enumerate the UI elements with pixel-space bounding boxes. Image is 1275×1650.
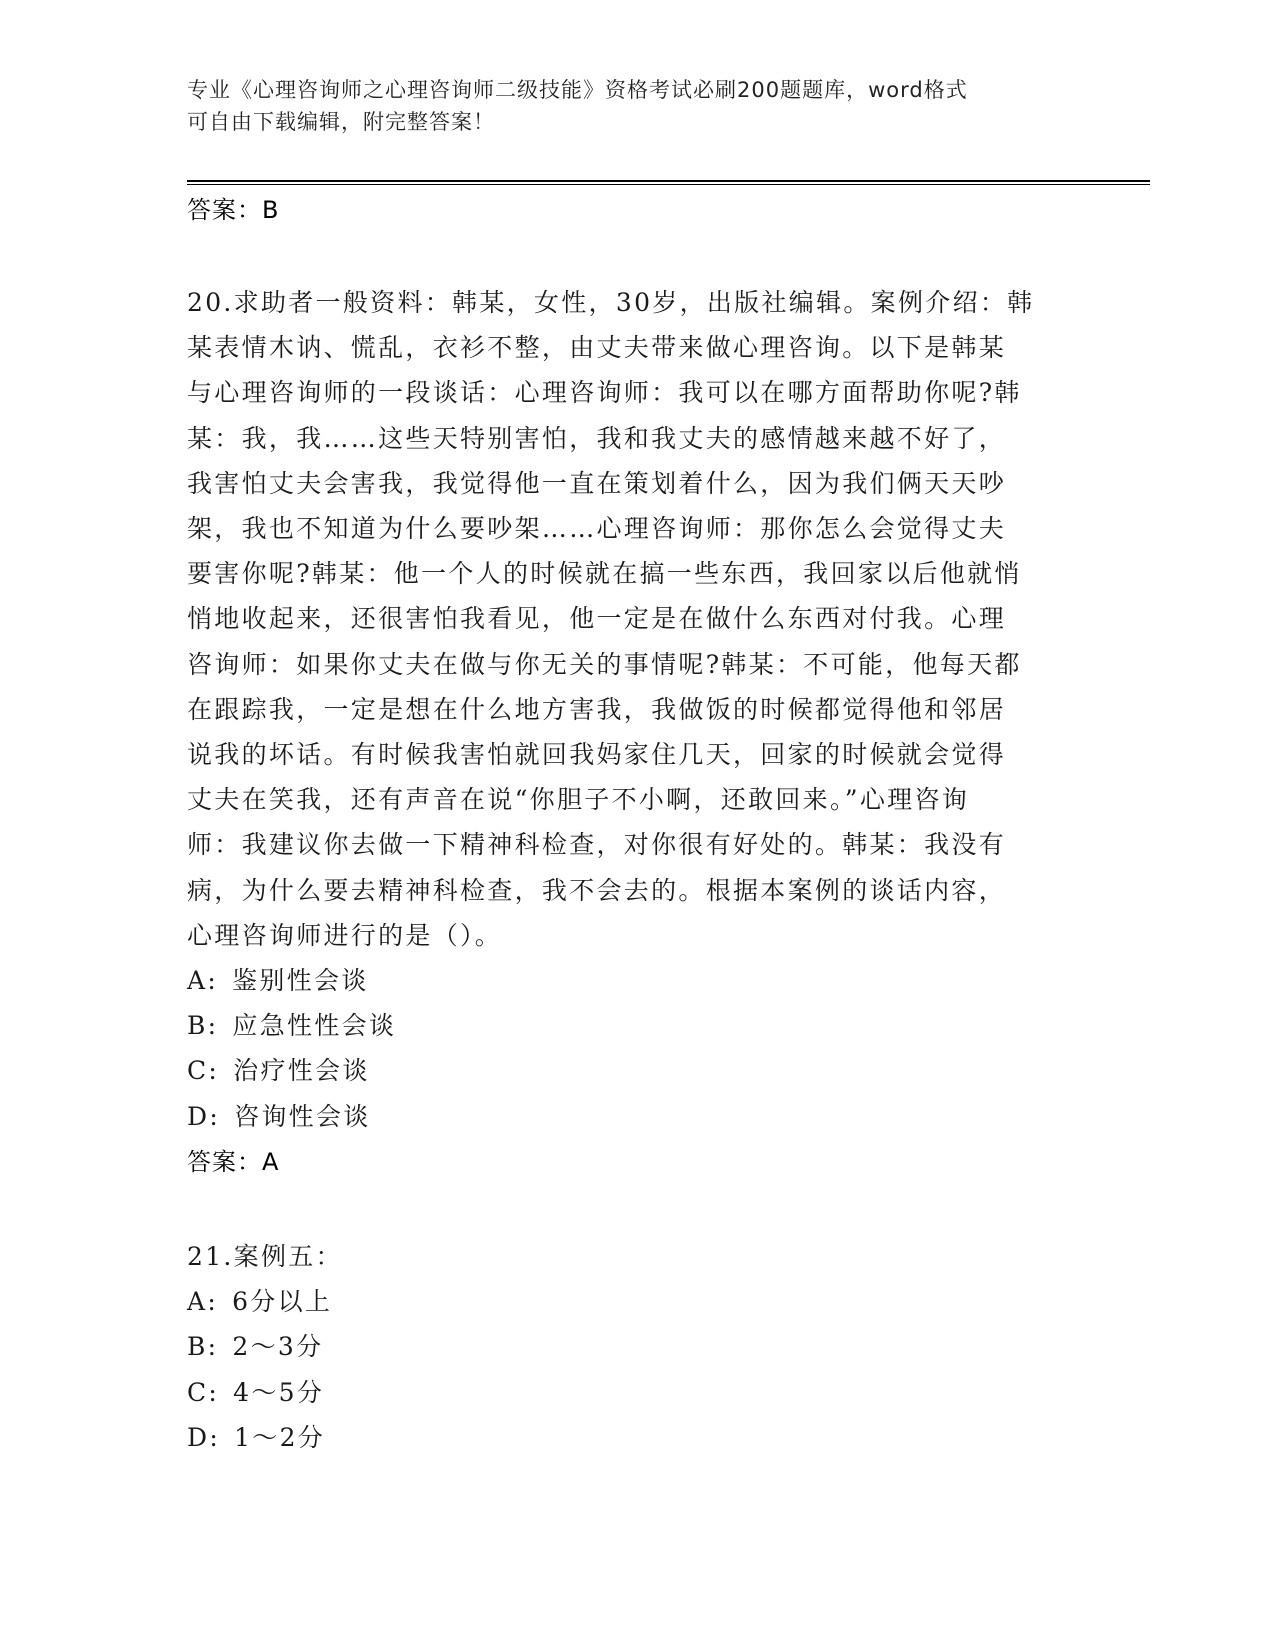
option-text: 2～3分: [232, 1332, 324, 1362]
document-header: [187, 74, 1087, 138]
option-text: 1～2分: [234, 1422, 326, 1452]
question-stem-line: 某表情木讷、慌乱，衣衫不整，由丈夫带来做心理咨询。以下是韩某: [187, 333, 1007, 363]
option-letter: A:: [187, 966, 219, 996]
option-letter: B:: [187, 1011, 219, 1041]
option-a: [187, 958, 1077, 1003]
option-letter: C:: [187, 1377, 220, 1407]
option-b: [187, 1324, 1077, 1369]
question-stem-line: 架，我也不知道为什么要吵架……心理咨询师：那你怎么会觉得丈夫: [187, 514, 1007, 544]
option-letter: B:: [187, 1332, 219, 1362]
question-stem-line: 心理咨询师进行的是（）。: [187, 920, 503, 950]
previous-answer: 答案：B: [187, 196, 280, 224]
question-stem-line: 说我的坏话。有时候我害怕就回我妈家住几天，回家的时候就会觉得: [187, 740, 1007, 770]
question-stem-line: 我害怕丈夫会害我，我觉得他一直在策划着什么，因为我们俩天天吵: [187, 468, 1007, 498]
option-text: 治疗性会谈: [233, 1056, 370, 1086]
header-divider-thick: [187, 180, 1150, 182]
question-stem-line: 师：我建议你去做一下精神科检查，对你很有好处的。韩某：我没有: [187, 830, 1007, 860]
question-stem-line: 病，为什么要去精神科检查，我不会去的。根据本案例的谈话内容，: [187, 875, 1007, 905]
header-line: 专业《心理咨询师之心理咨询师二级技能》资格考试必刷200题题库，word格式: [187, 78, 968, 102]
question-stem-line: 要害你呢?韩某：他一个人的时候就在搞一些东西，我回家以后他就悄: [187, 559, 1022, 589]
header-line: 可自由下载编辑，附完整答案！: [187, 110, 495, 134]
option-letter: D:: [187, 1422, 221, 1452]
question-stem-line: 20.求助者一般资料：韩某，女性，30岁，出版社编辑。案例介绍：韩: [187, 288, 1035, 317]
option-letter: A:: [187, 1287, 219, 1317]
question-stem: 21.案例五：: [187, 1242, 343, 1271]
option-text: 咨询性会谈: [234, 1101, 371, 1131]
question-stem-line: 悄地收起来，还很害怕我看见，他一定是在做什么东西对付我。心理: [187, 604, 1007, 634]
option-letter: C:: [187, 1056, 220, 1086]
option-a: [187, 1279, 1077, 1324]
question-stem-line: 咨询师：如果你丈夫在做与你无关的事情呢?韩某：不可能，他每天都: [187, 649, 1022, 679]
option-letter: D:: [187, 1101, 221, 1131]
header-divider-thin: [187, 184, 1150, 185]
option-text: 6分以上: [232, 1287, 333, 1317]
question-stem-line: 某：我，我……这些天特别害怕，我和我丈夫的感情越来越不好了，: [187, 423, 1007, 453]
question-21: [187, 1234, 1077, 1460]
option-text: 鉴别性会谈: [232, 966, 369, 996]
option-c: [187, 1048, 1077, 1093]
question-stem-line: 丈夫在笑我，还有声音在说“你胆子不小啊，还敢回来。”心理咨询: [187, 785, 970, 815]
question-stem-line: 在跟踪我，一定是想在什么地方害我，我做饭的时候都觉得他和邻居: [187, 694, 1007, 724]
question-stem-line: 与心理咨询师的一段谈话：心理咨询师：我可以在哪方面帮助你呢?韩: [187, 378, 1022, 408]
option-d: [187, 1094, 1077, 1139]
question-20: [187, 280, 1077, 1139]
option-b: [187, 1003, 1077, 1048]
option-text: 4～5分: [233, 1377, 325, 1407]
question-20-answer: 答案：A: [187, 1148, 280, 1176]
option-text: 应急性性会谈: [232, 1011, 397, 1041]
option-d: [187, 1415, 1077, 1460]
option-c: [187, 1370, 1077, 1415]
